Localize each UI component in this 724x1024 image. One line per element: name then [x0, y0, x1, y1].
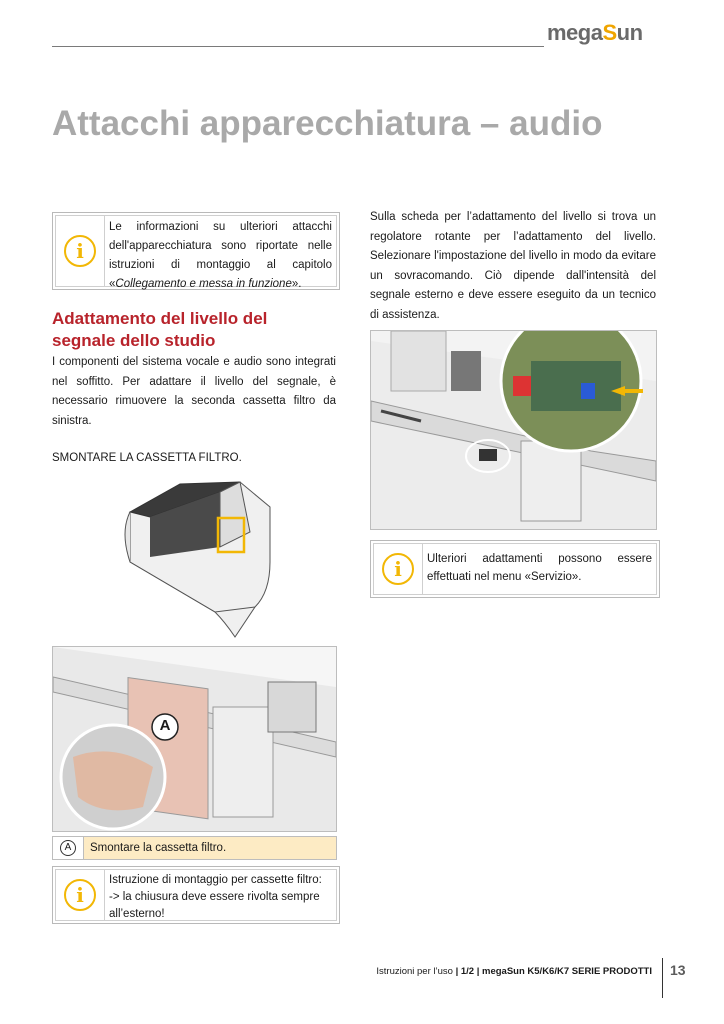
- brand-logo: megaSun: [547, 20, 643, 45]
- footer-rule: [662, 958, 663, 998]
- step-heading: SMONTARE LA CASSETTA FILTRO.: [52, 452, 242, 464]
- section-heading: Adattamento del livello del segnale dello studio: [52, 309, 268, 350]
- info-text: Ulteriori adattamenti possono essere effettuati nel menu «Servizio».: [423, 543, 657, 595]
- level-adjust-body: Sulla scheda per l’adattamento del livello si trova un regolatore rotante per l’adattamento del livello. Selezionare l'impostazione del livello in modo da evitare un sovracomando. Ciò dipende dall'intensità del segnale esterno e deve essere eseguito da un tecnico di assistenza.: [370, 211, 656, 321]
- filter-cassette-illustration: [120, 472, 276, 644]
- page-number: 13: [670, 962, 686, 978]
- info-text: Istruzione di montaggio per cassette filtro: -> la chiusura deve essere rivolta sempre all’esterno!: [105, 869, 337, 921]
- level-board-figure: [370, 330, 657, 530]
- footer-text: Istruzioni per l’uso | 1/2 | megaSun K5/K6/K7 SERIE PRODOTTI: [376, 966, 652, 977]
- info-text: Le informazioni su ulteriori attacchi dell'apparecchiatura sono riportate nelle istruzioni di montaggio al capitolo «Collegamento e messa in funzione».: [105, 215, 337, 287]
- info-icon: i: [64, 879, 96, 911]
- removal-figure: [52, 646, 337, 832]
- legend-text: Smontare la cassetta filtro.: [84, 837, 336, 859]
- section-body: I componenti del sistema vocale e audio sono integrati nel soffitto. Per adattare il livello del segnale, è necessario rimuovere la seconda cassetta filtro da sinistra.: [52, 356, 336, 427]
- info-box-attachments: [52, 212, 340, 290]
- info-icon: i: [382, 553, 414, 585]
- info-box-service: [370, 540, 660, 598]
- info-icon: i: [64, 235, 96, 267]
- page-title: Attacchi apparecchiatura – audio: [52, 104, 603, 143]
- figure-legend: [52, 836, 337, 860]
- circled-a-icon: A: [60, 840, 76, 856]
- header-rule: [52, 46, 544, 47]
- figure-label-a: A: [159, 717, 171, 734]
- info-box-assembly: [52, 866, 340, 924]
